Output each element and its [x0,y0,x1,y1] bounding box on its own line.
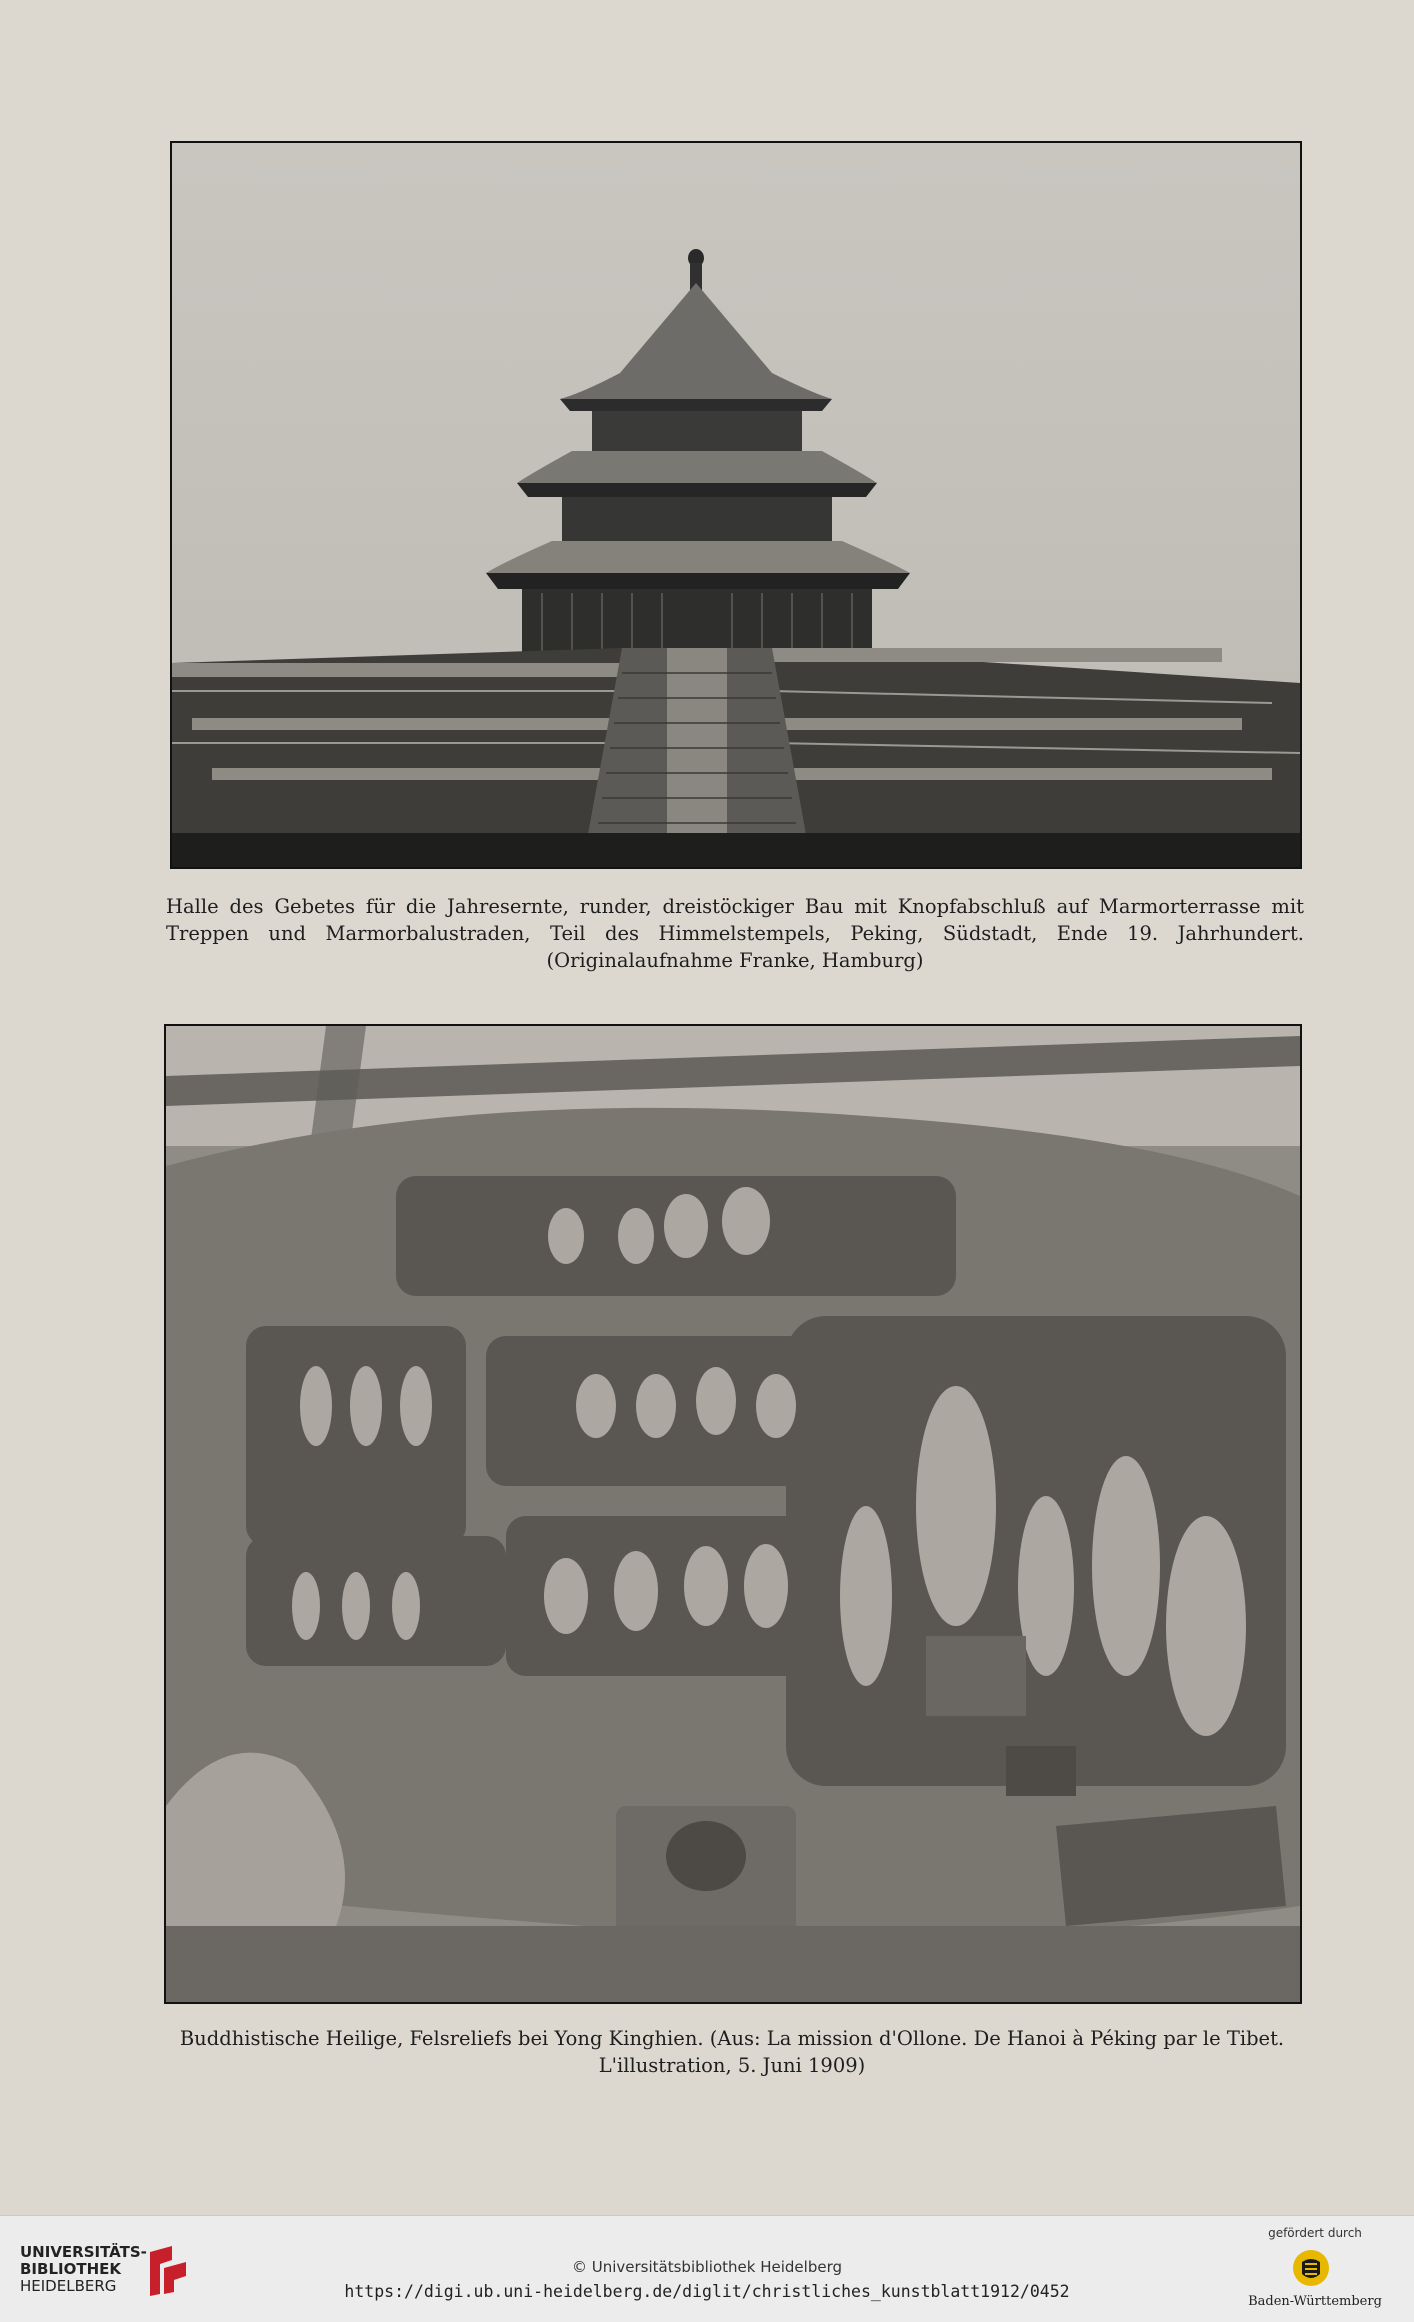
copyright-notice: © Universitätsbibliothek Heidelberg [571,2258,842,2276]
library-name-line-3: HEIDELBERG [20,2277,117,2295]
buddhist-rock-reliefs-photo [164,1024,1302,2004]
temple-of-heaven-photo [170,141,1302,869]
photo-1-caption: Halle des Gebetes für die Jahresernte, runder, dreistöckiger Bau mit Knopfabschluß auf Marmorterrasse mit Treppen und Marmorbalustraden, Teil des Himmelstempels, Peking, Südstadt, Ende 19. Jahrhundert. (Originalaufnahme Franke, Hamburg) [166,895,1304,972]
funder-name: Baden-Württemberg [1248,2294,1382,2309]
funded-by-label: gefördert durch [1268,2226,1362,2240]
photo-2-caption-line-1: Buddhistische Heilige, Felsreliefs bei Yong Kinghien. (Aus: La mission d'Ollone. De Hanoi à Péking par le Tibet. [179,2027,1285,2050]
library-name-line-2: BIBLIOTHEK [20,2260,121,2278]
permalink-url[interactable]: https://digi.ub.uni-heidelberg.de/diglit/christliches_kunstblatt1912/0452 [344,2282,1070,2301]
baden-wuerttemberg-emblem-icon[interactable] [1291,2248,1331,2288]
photo-2-caption-line-2: L'illustration, 5. Juni 1909) [598,2054,866,2077]
library-name-line-1: UNIVERSITÄTS- [20,2243,147,2261]
photo-2-caption [160,2025,1304,2079]
footer-bar [0,2215,1414,2322]
